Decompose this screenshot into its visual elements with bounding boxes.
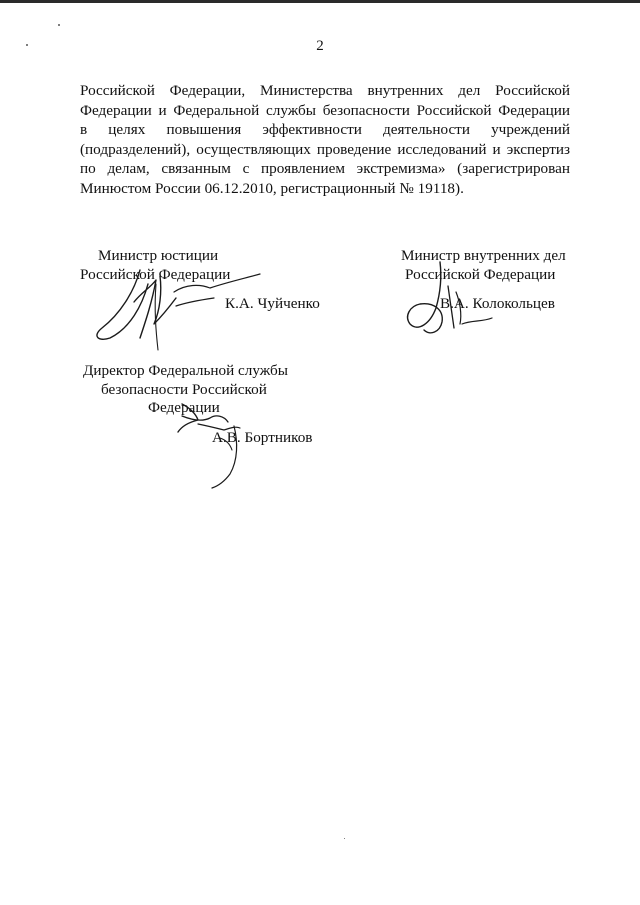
justice-title-line1: Министр юстиции xyxy=(98,247,219,264)
interior-title-line2: Российской Федерации xyxy=(405,266,556,283)
fsb-signature xyxy=(168,398,268,493)
justice-signature xyxy=(90,262,265,352)
interior-signature xyxy=(400,258,510,343)
body-line: по делам, связанным с проявлением экстремизма» (зарегистрирован xyxy=(80,160,570,178)
fsb-signer-name: А.В. Бортников xyxy=(212,429,313,446)
body-line: (подразделений), осуществляющих проведение исследований и экспертиз xyxy=(80,140,570,158)
justice-signer-name: К.А. Чуйченко xyxy=(225,295,320,312)
scan-speck xyxy=(344,838,345,839)
body-line: в целях повышения эффективности деятельности учреждений xyxy=(80,121,570,139)
justice-title-line2: Российской Федерации xyxy=(80,266,231,283)
body-paragraph xyxy=(80,81,570,199)
body-line: Федерации и Федеральной службы безопасности Российской Федерации xyxy=(80,101,570,119)
fsb-title-line1: Директор Федеральной службы xyxy=(83,362,288,379)
scan-speck xyxy=(58,24,60,26)
interior-title-line1: Министр внутренних дел xyxy=(401,247,566,264)
body-line: Российской Федерации, Министерства внутренних дел Российской xyxy=(80,82,570,99)
body-line: Минюстом России 06.12.2010, регистрационный № 19118). xyxy=(80,179,464,197)
interior-signer-name: В.А. Колокольцев xyxy=(440,295,555,312)
page-number: 2 xyxy=(316,38,324,54)
page-top-edge xyxy=(0,0,640,3)
fsb-title-line2: безопасности Российской xyxy=(101,381,267,398)
fsb-title-line3: Федерации xyxy=(148,399,220,416)
